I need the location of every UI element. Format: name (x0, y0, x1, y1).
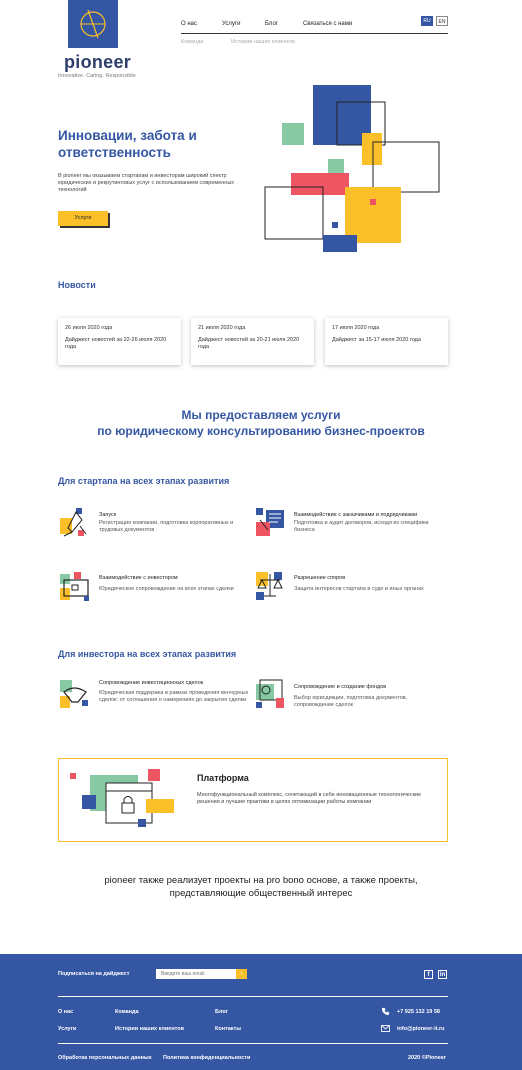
footer-link-about[interactable]: О нас (58, 1009, 74, 1015)
news-title: Дайджест новостей за 22-26 июля 2020 года (65, 337, 167, 350)
footer-privacy-data[interactable]: Обработка персональных данных (58, 1055, 152, 1061)
service-funds-desc: Выбор юрисдикции, подготовка документов, сопровождение сделок (294, 695, 408, 708)
nav-services[interactable]: Услуги (222, 21, 241, 27)
news-card[interactable] (191, 318, 314, 365)
news-date: 17 июля 2020 года (332, 325, 380, 331)
lang-en-button[interactable]: EN (436, 16, 448, 26)
service-launch-name[interactable]: Запуск (99, 512, 117, 518)
footer-phone[interactable]: +7 925 132 19 58 (397, 1009, 440, 1015)
subnav-team[interactable]: Команда (181, 39, 204, 45)
service-disputes-name[interactable]: Разрешение споров (294, 575, 346, 581)
service-contractors-name[interactable]: Взаимодействие с заказчиками и подрядчиками (294, 512, 418, 518)
footer-link-services[interactable]: Услуги (58, 1026, 77, 1032)
subscribe-submit-button[interactable] (236, 969, 247, 979)
platform-lock-illustration (66, 767, 178, 835)
news-date: 26 июля 2020 года (65, 325, 113, 331)
mail-icon (381, 1025, 390, 1032)
service-disputes-desc: Защита интересов стартапа в суде и иных органах (294, 586, 424, 592)
news-heading: Новости (58, 280, 96, 290)
footer-divider-top (58, 996, 448, 997)
platform-title: Платформа (197, 773, 249, 783)
hero-text: В pioneer мы оказываем стартапам и инвесторам широкий спектр юридических и рекрутинговых услуг с использованием современных технологий (58, 173, 235, 193)
footer-divider-bottom (58, 1043, 448, 1044)
service-contractors-desc: Подготовка и аудит договоров, исходя из специфики бизнеса (294, 520, 429, 533)
startup-heading: Для стартапа на всех этапах развития (58, 476, 230, 486)
probono-line1: pioneer также реализует проекты на pro bono основе, а также проекты, (104, 875, 418, 886)
handshake-icon (58, 678, 90, 710)
hero-illustration (258, 80, 448, 255)
news-card[interactable] (58, 318, 181, 365)
news-title: Дайджест за 15-17 июля 2020 года (332, 337, 421, 343)
subnav-stories[interactable]: Истории наших клиентов (231, 39, 296, 45)
service-funds-name[interactable]: Сопровождение и создание фондов (294, 684, 387, 690)
footer-copyright: 2020 ©Pioneer (408, 1055, 446, 1061)
investor-heading: Для инвестора на всех этапах развития (58, 649, 237, 659)
footer-privacy-policy[interactable]: Политика конфиденциальности (163, 1055, 251, 1061)
rocket-icon (58, 506, 90, 538)
briefcase-icon (58, 570, 90, 602)
email-input[interactable] (156, 969, 236, 979)
service-deals-name[interactable]: Сопровождение инвестиционных сделок (99, 680, 204, 686)
logo-tagline: Innovative. Caring. Responsible (58, 73, 136, 79)
services-title-line1: Мы предоставляем услуги (181, 408, 341, 422)
platform-text: Многофункциональный комплекс, сочетающий в себе инновационные технологические решения и лучшие практики в целях оптимизации работы компании (197, 792, 422, 805)
subscribe-label: Подписаться на дайджест (58, 971, 130, 977)
linkedin-icon[interactable]: in (439, 972, 446, 978)
service-investor-name[interactable]: Взаимодействие с инвестором (99, 575, 178, 581)
footer-link-contacts[interactable]: Контакты (215, 1026, 241, 1032)
scales-icon (254, 570, 286, 602)
footer-email[interactable]: info@pioneer-it.ru (397, 1026, 445, 1032)
footer-link-blog[interactable]: Блог (215, 1009, 229, 1015)
footer-link-stories[interactable]: Истории наших клиентов (115, 1026, 185, 1032)
facebook-icon[interactable]: f (424, 970, 433, 979)
probono-line2: представляющие общественный интерес (169, 888, 353, 899)
services-title-line2: по юридическому консультированию бизнес-проектов (97, 424, 425, 438)
news-card[interactable] (325, 318, 448, 365)
news-date: 21 июля 2020 года (198, 325, 246, 331)
service-deals-desc: Юридическая поддержка в рамках проведения венчурных сделок: от соглашения о намерениях до закрытия сделки (99, 690, 249, 703)
probono-text (0, 874, 522, 900)
news-title: Дайджест новостей за 20-21 июля 2020 года (198, 337, 300, 350)
services-button[interactable]: Услуги (58, 211, 108, 226)
arrow-right-icon: › (240, 970, 243, 977)
compass-icon (68, 0, 118, 48)
nav-divider (181, 33, 448, 34)
nav-blog[interactable]: Блог (265, 21, 278, 27)
contract-icon (254, 506, 286, 538)
footer-link-team[interactable]: Команда (115, 1009, 139, 1015)
nav-contact[interactable]: Связаться с нами (303, 21, 353, 27)
fund-document-icon (254, 678, 286, 710)
hero-title: Инновации, забота и ответственность (58, 128, 197, 160)
services-title (0, 407, 522, 439)
logo-text[interactable]: pioneer (64, 52, 132, 72)
logo-mark[interactable] (68, 0, 118, 48)
nav-about[interactable]: О нас (181, 21, 197, 27)
service-investor-desc: Юридическое сопровождение на всех этапах сделки (99, 586, 234, 592)
lang-ru-button[interactable]: RU (421, 16, 433, 26)
phone-icon (381, 1007, 390, 1016)
service-launch-desc: Регистрация компании, подготовка корпоративных и трудовых документов (99, 520, 234, 533)
